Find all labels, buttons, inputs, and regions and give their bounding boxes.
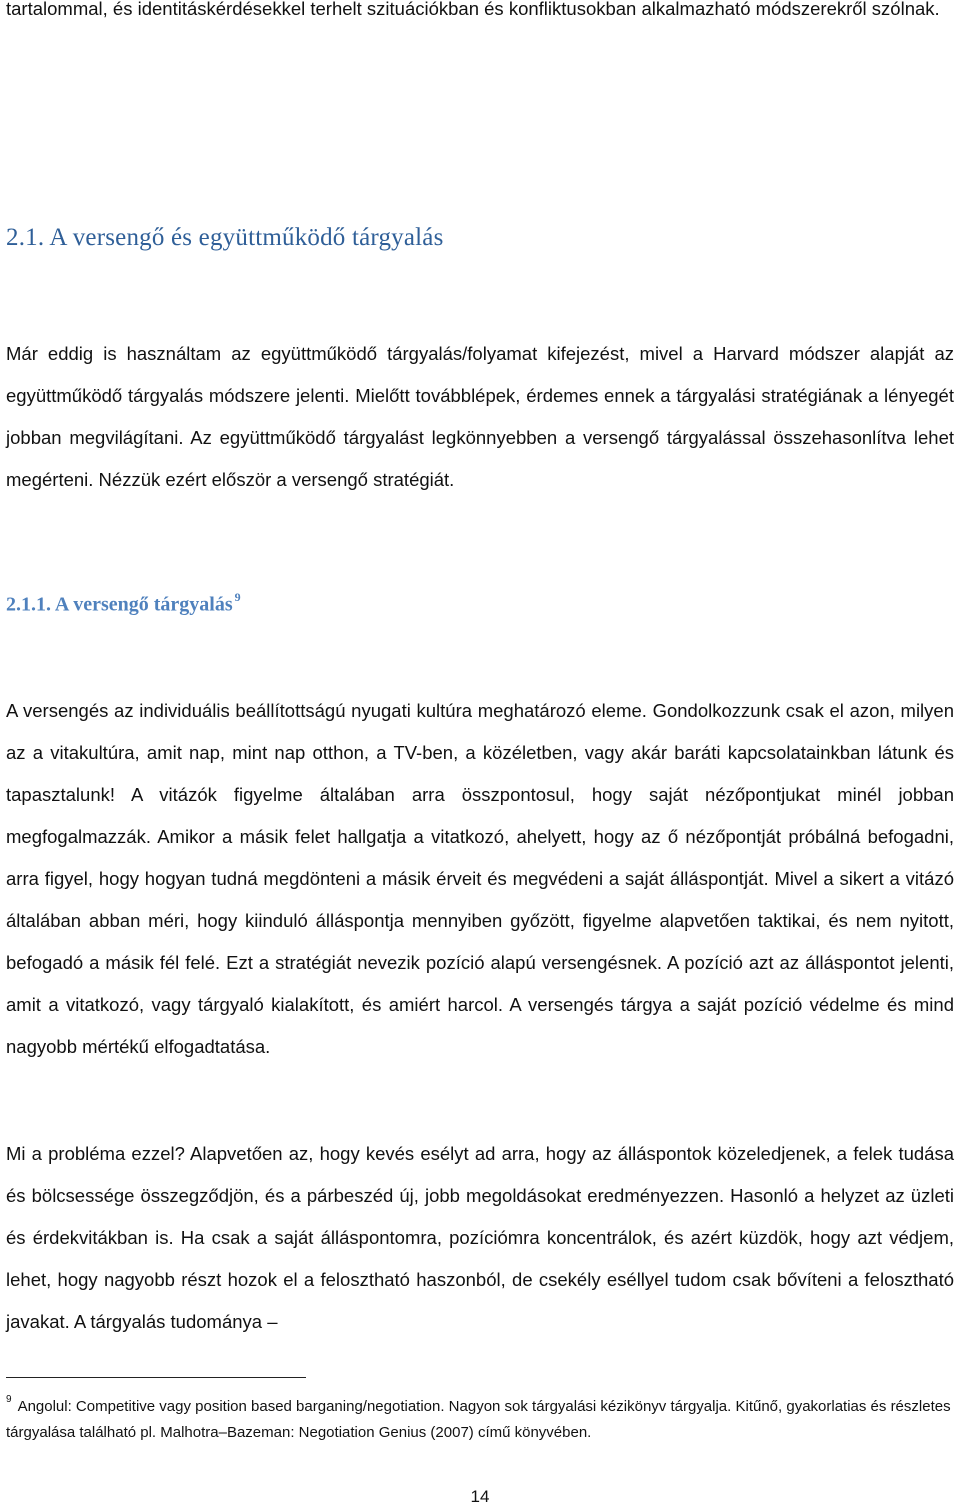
section-paragraph: Már eddig is használtam az együttműködő tárgyalás/folyamat kifejezést, mivel a Harvard módszer alapját az együttműködő tárgyalás módszere jelenti. Mielőtt továbblépek, érdemes ennek a tárgyalási stratégiának a lényegét jobban megvilágítani. Az együttműködő tárgyalást legkönnyebben a versengő tárgyalással összehasonlítva lehet megérteni. Nézzük ezért először a versengő stratégiát. bbox=[6, 343, 954, 490]
footnote bbox=[6, 1390, 954, 1446]
page-number: 14 bbox=[470, 1487, 490, 1506]
footnote-reference[interactable]: 9 bbox=[234, 590, 241, 604]
section-heading: 2.1. A versengő és együttműködő tárgyalás bbox=[6, 224, 444, 251]
intro-paragraph-tail: tartalommal, és identitáskérdésekkel terhelt szituációkban és konfliktusokban alkalmazható módszerekről szólnak. bbox=[6, 0, 940, 19]
footnote-separator bbox=[6, 1377, 306, 1378]
footnote-text: Angolul: Competitive vagy position based barganing/negotiation. Nagyon sok tárgyalási kézikönyv tárgyalja. Kitűnő, gyakorlatias és részletes tárgyalása található pl. Malhotra–Bazeman: Negotiation Genius (2007) című könyvében. bbox=[6, 1398, 951, 1441]
subsection-heading-text: 2.1.1. A versengő tárgyalás bbox=[6, 593, 233, 616]
subsection-paragraph-2: Mi a probléma ezzel? Alapvetően az, hogy kevés esélyt ad arra, hogy az álláspontok közeledjenek, a felek tudása és bölcsessége összegződjön, és a párbeszéd új, jobb megoldásokat eredményezzen. Hasonló a helyzet az üzleti és érdekvitákban is. Ha csak a saját álláspontomra, pozíciómra koncentrálok, és azért küzdök, hogy azt védjem, lehet, hogy nagyobb részt hozok el a felosztható haszonból, de csekély eséllyel tudom csak bővíteni a felosztható javakat. A tárgyalás tudománya – bbox=[6, 1143, 954, 1332]
footnote-number: 9 bbox=[6, 1394, 12, 1405]
subsection-paragraph-1: A versengés az individuális beállítottságú nyugati kultúra meghatározó eleme. Gondolkozzunk csak el azon, milyen az a vitakultúra, amit nap, mint nap otthon, a TV-ben, a közéletben, vagy akár baráti kapcsolatainkban látunk és tapasztalunk! A vitázók figyelme általában arra összpontosul, hogy saját nézőpontjukat minél jobban megfogalmazzák. Amikor a másik felet hallgatja a vitatkozó, ahelyett, hogy az ő nézőpontját próbálná befogadni, arra figyel, hogy hogyan tudná megdönteni a másik érveit és megvédeni a saját álláspontját. Mivel a sikert a vitázó általában abban méri, hogy kiinduló álláspontja mennyiben győzött, figyelme alapvetően taktikai, és nem nyitott, befogadó a másik fél felé. Ezt a stratégiát nevezik pozíció alapú versengésnek. A pozíció azt az álláspontot jelenti, amit a vitatkozó, vagy tárgyaló kialakított, és amiért harcol. A versengés tárgya a saját pozíció védelme és mind nagyobb mértékű elfogadtatása. bbox=[6, 700, 954, 1057]
subsection-heading bbox=[6, 592, 241, 617]
